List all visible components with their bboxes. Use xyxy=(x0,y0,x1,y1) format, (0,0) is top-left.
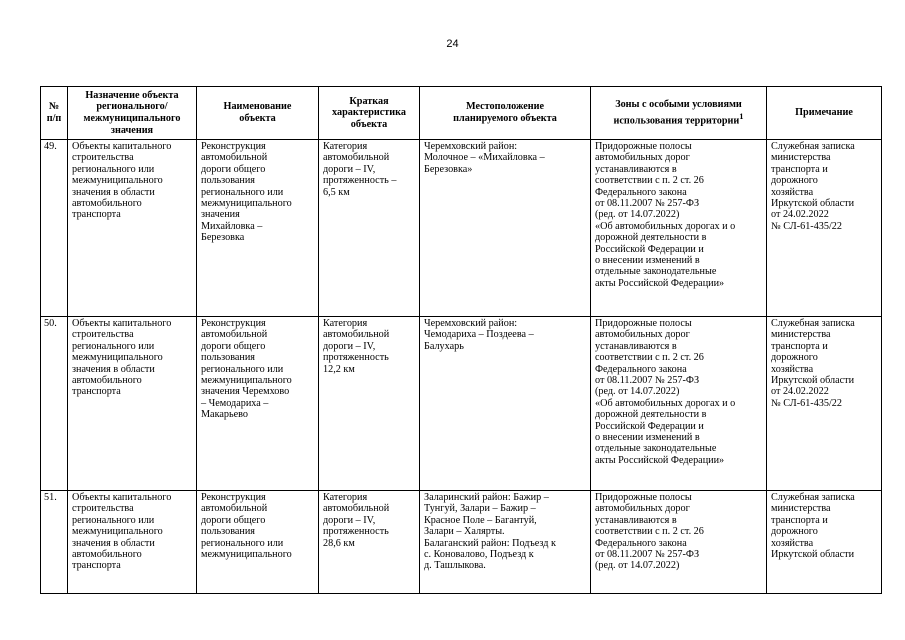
footnote-marker: 1 xyxy=(739,110,744,121)
table-row xyxy=(41,317,882,491)
header-note: Примечание xyxy=(767,87,882,140)
table-header-row xyxy=(41,87,882,140)
row-purpose: Объекты капитального строительства регионального или межмуниципального значения в области автомобильного транспорта xyxy=(68,140,197,317)
row-zones: Придорожные полосы автомобильных дорог устанавливаются в соответствии с п. 2 ст. 26 Федерального закона от 08.11.2007 № 257-ФЗ (ред. от 14.07.2022) xyxy=(591,491,767,594)
row-name: Реконструкция автомобильной дороги общего пользования регионального или межмуниципального значения Михайловка – Березовка xyxy=(197,140,319,317)
row-zones: Придорожные полосы автомобильных дорог устанавливаются в соответствии с п. 2 ст. 26 Федерального закона от 08.11.2007 № 257-ФЗ (ред. от 14.07.2022) «Об автомобильных дорогах и о дорожной деятельности в Российской Федерации и о внесении изменений в отдельные законодательные акты Российской Федерации» xyxy=(591,140,767,317)
row-note: Служебная записка министерства транспорта и дорожного хозяйства Иркутской области от 24.02.2022 № СЛ-61-435/22 xyxy=(767,317,882,491)
header-name: Наименование объекта xyxy=(197,87,319,140)
row-num: 51. xyxy=(41,491,68,594)
row-name: Реконструкция автомобильной дороги общего пользования регионального или межмуниципального значения Черемхово – Чемодариха – Макарьево xyxy=(197,317,319,491)
header-purpose: Назначение объекта регионального/ межмуниципального значения xyxy=(68,87,197,140)
row-location: Черемховский район: Чемодариха – Поздеева – Балухарь xyxy=(420,317,591,491)
header-num: № п/п xyxy=(41,87,68,140)
table-row xyxy=(41,491,882,594)
row-zones: Придорожные полосы автомобильных дорог устанавливаются в соответствии с п. 2 ст. 26 Федерального закона от 08.11.2007 № 257-ФЗ (ред. от 14.07.2022) «Об автомобильных дорогах и о дорожной деятельности в Российской Федерации и о внесении изменений в отдельные законодательные акты Российской Федерации» xyxy=(591,317,767,491)
row-num: 49. xyxy=(41,140,68,317)
header-characteristic: Краткая характеристика объекта xyxy=(319,87,420,140)
row-characteristic: Категория автомобильной дороги – IV, протяженность 12,2 км xyxy=(319,317,420,491)
row-characteristic: Категория автомобильной дороги – IV, протяженность – 6,5 км xyxy=(319,140,420,317)
row-note: Служебная записка министерства транспорта и дорожного хозяйства Иркутской области xyxy=(767,491,882,594)
row-num: 50. xyxy=(41,317,68,491)
row-characteristic: Категория автомобильной дороги – IV, протяженность 28,6 км xyxy=(319,491,420,594)
header-location: Местоположение планируемого объекта xyxy=(420,87,591,140)
row-location: Черемховский район: Молочное – «Михайловка – Березовка» xyxy=(420,140,591,317)
row-note: Служебная записка министерства транспорта и дорожного хозяйства Иркутской области от 24.02.2022 № СЛ-61-435/22 xyxy=(767,140,882,317)
row-purpose: Объекты капитального строительства регионального или межмуниципального значения в области автомобильного транспорта xyxy=(68,317,197,491)
table-row xyxy=(41,140,882,317)
header-zones: Зоны с особыми условиями использования территории$^1$ xyxy=(591,87,767,140)
row-purpose: Объекты капитального строительства регионального или межмуниципального значения в области автомобильного транспорта xyxy=(68,491,197,594)
row-name: Реконструкция автомобильной дороги общего пользования регионального или межмуниципального xyxy=(197,491,319,594)
row-location: Заларинский район: Бажир – Тунгуй, Залари – Бажир – Красное Поле – Багантуй, Залари – Халярты. Балаганский район: Подъезд к с. Коновалово, Подъезд к д. Ташлыкова. xyxy=(420,491,591,594)
objects-table xyxy=(40,86,882,594)
page-number: 24 xyxy=(446,38,459,50)
